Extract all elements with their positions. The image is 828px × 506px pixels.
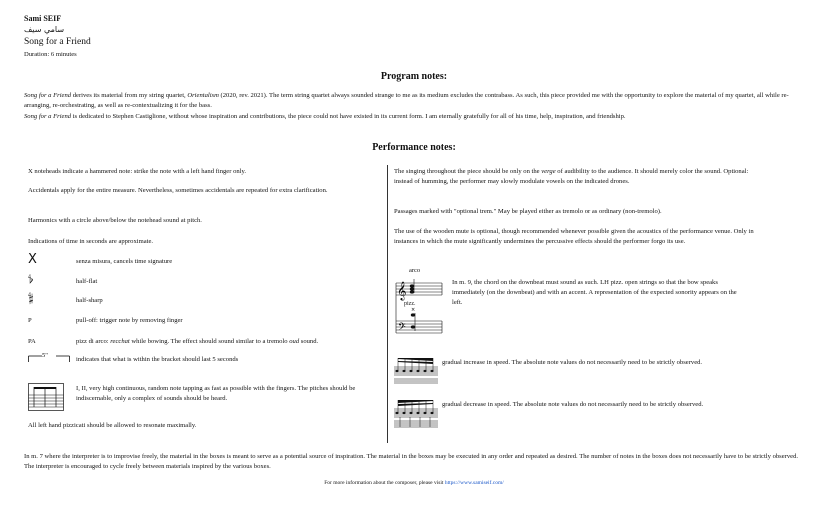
singing-text: of audibility to the audience. It should merely color the sound. Optional: instead of humming, the performer may slowly modulate vowels on the indicated drones. [394, 168, 749, 185]
tapping-desc: I, II, very high continuous, random note tapping as fast as possible with the fingers. The pitches should be indiscernable, only a complex of sounds should be heard. [76, 385, 356, 402]
program-notes-text: (2020, rev. 2021). The term string quartet always sounded strange to me as its medium excludes the contrabass. As such, this piece provided me with the opportunity to explore the material of my quartet, all while re-arranging, re-orchestrating, as well as re-contextualizing it for the bass. [24, 92, 789, 109]
duration: Duration: 6 minutes [24, 51, 77, 58]
ritardando-icon [394, 399, 438, 429]
pizz-di-arco-term: oud [289, 338, 300, 345]
singing-emphasis: verge [541, 168, 556, 175]
accelerando-icon [394, 357, 438, 385]
svg-text:𝄞: 𝄞 [397, 281, 407, 300]
pizz-di-arco-text: while bowing. The effect should sound similar to a tremolo [129, 338, 290, 345]
half-sharp-icon: 𝄲 [28, 291, 34, 304]
half-flat-desc: half-flat [76, 278, 98, 285]
pull-off-desc: pull-off: trigger note by removing finger [76, 317, 183, 324]
program-notes-paragraph-1 [24, 91, 804, 111]
half-flat-icon: 𝄳 [28, 273, 34, 286]
time-bracket-desc: indicates that what is within the bracket should last 5 seconds [76, 356, 239, 363]
composer-name: Sami SEIF [24, 14, 62, 23]
pull-off-symbol: P [28, 317, 32, 324]
footer [0, 480, 828, 486]
composer-website-link[interactable]: https://www.samiseif.com/ [444, 480, 504, 486]
work-title-ref: Orientalism [187, 92, 219, 99]
time-bracket-icon [28, 352, 72, 364]
column-divider [387, 165, 388, 443]
piece-title-ref: Song for a Friend [24, 113, 72, 120]
composer-name-arabic: سامي سيف [24, 25, 65, 34]
ritardando-note: gradual decrease in speed. The absolute note values do not necessarily need to be strictly observed. [442, 401, 704, 408]
accelerando-note: gradual increase in speed. The absolute note values do not necessarily need to be strictly observed. [442, 359, 703, 366]
x-noteheads-note: X noteheads indicate a hammered note: strike the note with a left hand finger only. [28, 168, 247, 175]
time-bracket-label: 5" [42, 352, 48, 359]
singing-note [394, 167, 754, 187]
pizz-di-arco-term: recchat [110, 338, 130, 345]
improvisation-boxes-note: In m. 7 where the interpreter is to improvise freely, the material in the boxes is meant to serve as a potential source of inspiration. The material in the boxes may be executed in any order and repeated as desired. The number of notes in the boxes does not necessarily have to be strictly observed. The interpreter is encouraged to cycle freely between materials inspired by the various boxes. [24, 453, 799, 470]
pizzicati-note: All left hand pizzicati should be allowed to resonate maximally. [28, 422, 197, 429]
program-notes-paragraph-2 [24, 112, 804, 122]
senza-misura-symbol: X [28, 252, 37, 267]
harmonics-note: Harmonics with a circle above/below the notehead sound at pitch. [28, 217, 202, 224]
piece-title-ref: Song for a Friend [24, 92, 72, 99]
accidentals-note: Accidentals apply for the entire measure. Nevertheless, sometimes accidentals are repeated for extra clarification. [28, 187, 328, 194]
piece-title: Song for a Friend [24, 37, 91, 47]
pizz-di-arco-text: pizz di arco: [76, 338, 111, 345]
chord-note: In m. 9, the chord on the downbeat must sound as such. LH pizz. open strings so that the bow speaks immediately (on the downbeat) and with an accent. A representation of the expected sonority appears on the left. [452, 279, 737, 306]
tapping-notation-icon [28, 383, 64, 411]
optional-tremolo-note: Passages marked with "optional trem." May be played either as tremolo or as ordinary (non-tremolo). [394, 208, 662, 215]
pizz-di-arco-text: sound. [299, 338, 319, 345]
score-pizz-label: pizz. [404, 301, 416, 307]
performance-notes-heading: Performance notes: [372, 142, 456, 153]
pizz-di-arco-symbol: PA [28, 338, 36, 345]
program-notes-text: derives its material from my string quartet, [71, 92, 188, 99]
singing-text: The singing throughout the piece should be only on the [394, 168, 542, 175]
time-note: Indications of time in seconds are approximate. [28, 238, 154, 245]
chord-score-excerpt [394, 275, 444, 347]
program-notes-heading: Program notes: [380, 71, 448, 82]
wooden-mute-note: The use of the wooden mute is optional, though recommended whenever possible given the acoustics of the performance venue. Only in instances in which the mute significantly undermines the percussive effects should the performer forgo its use. [394, 228, 754, 245]
half-sharp-desc: half-sharp [76, 297, 103, 304]
pizz-di-arco-desc [76, 337, 376, 347]
footer-text: For more information about the composer, please visit [324, 480, 445, 486]
program-notes-text: is dedicated to Stephen Castiglione, without whose inspiration and contributions, the piece could not have existed in its current form. I am eternally gratefully for all of his time, help, inspiration, and friendship. [71, 113, 626, 120]
svg-text:×: × [411, 307, 416, 313]
score-arco-label: arco [409, 267, 421, 274]
senza-misura-desc: senza misura, cancels time signature [76, 258, 173, 265]
svg-text:𝄢: 𝄢 [398, 321, 406, 335]
